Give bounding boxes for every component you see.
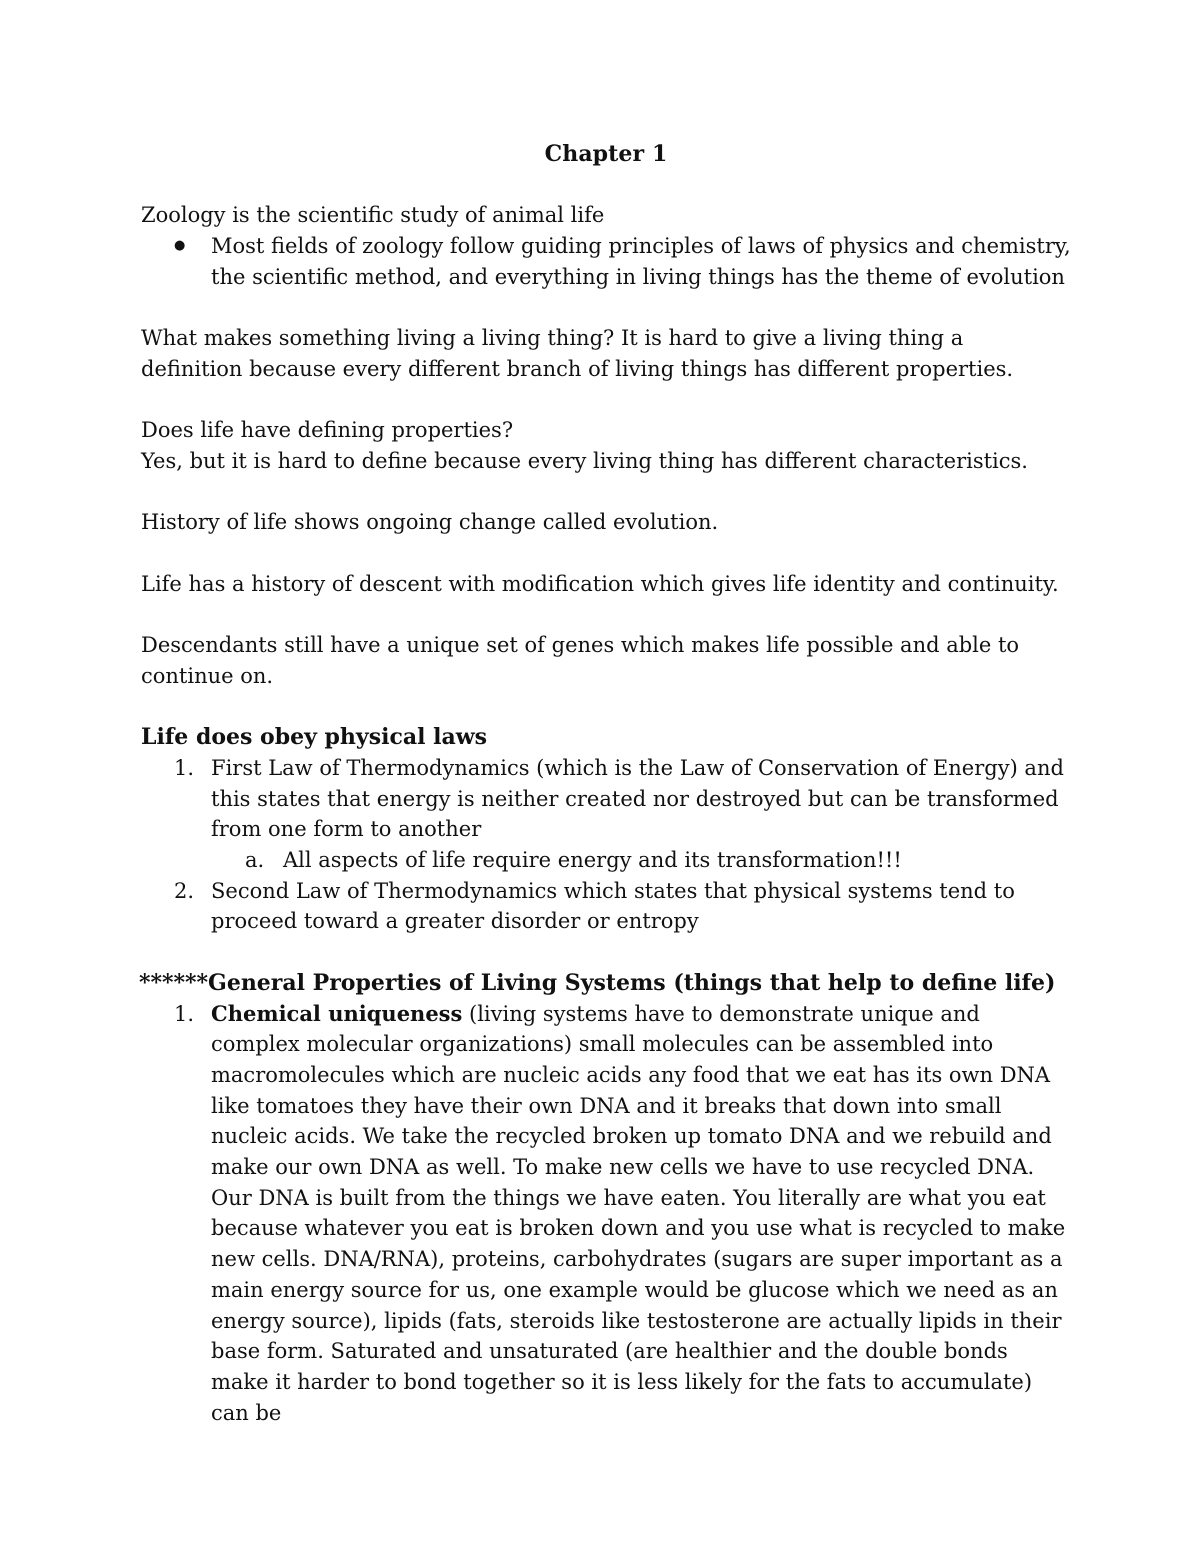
property-term: Chemical uniqueness xyxy=(211,1000,463,1026)
list-item xyxy=(141,753,1071,876)
sub-list-letter: a. xyxy=(245,848,265,873)
list-item xyxy=(141,231,1071,292)
section-heading-physical-laws: Life does obey physical laws xyxy=(141,724,488,751)
sub-list-item-text: All aspects of life require energy and its transformation!!! xyxy=(283,848,902,873)
list-number: 1. xyxy=(174,1001,195,1026)
paragraph: Descendants still have a unique set of genes which makes life possible and able to continue on. xyxy=(141,633,1020,688)
bullet-text: Most fields of zoology follow guiding principles of laws of physics and chemistry, the scientific method, and everything in living things has the theme of evolution xyxy=(211,234,1071,289)
property-description: (living systems have to demonstrate unique and complex molecular organizations) small molecules can be assembled into macromolecules which are nucleic acids any food that we eat has its own DNA like tomatoes they have their own DNA and it breaks that down into small nucleic acids. We take the recycled broken up tomato DNA and we rebuild and make our own DNA as well. To make new cells we have to use recycled DNA. Our DNA is built from the things we have eaten. You literally are what you eat because whatever you eat is broken down and you use what is recycled to make new cells. DNA/RNA), proteins, carbohydrates (sugars are super important as a main energy source for us, one example would be glucose which we need as an energy source), lipids (fats, steroids like testosterone are actually lipids in their base form. Saturated and unsaturated (are healthier and the double bonds make it harder to bond together so it is less likely for the fats to accumulate) can be xyxy=(211,1001,1066,1425)
paragraph: What makes something living a living thing? It is hard to give a living thing a definition because every different branch of living things has different properties. xyxy=(141,326,1014,381)
section-heading-general-properties xyxy=(141,968,1071,999)
list-number: 2. xyxy=(174,878,195,903)
list-item-text: First Law of Thermodynamics (which is the Law of Conservation of Energy) and this states that energy is neither created nor destroyed but can be transformed from one form to another xyxy=(211,755,1064,842)
intro-bullet-list xyxy=(141,231,1071,292)
physical-laws-list xyxy=(141,753,1071,937)
paragraph: History of life shows ongoing change called evolution. xyxy=(141,510,719,535)
page-title: Chapter 1 xyxy=(544,141,668,167)
section-heading-text: General Properties of Living Systems (things that help to define life) xyxy=(208,969,1056,996)
paragraph: Yes, but it is hard to define because every living thing has different characteristics. xyxy=(141,448,1028,473)
list-item xyxy=(141,876,1071,937)
list-item xyxy=(141,999,1071,1429)
list-number: 1. xyxy=(174,755,195,780)
asterisk-marker: ****** xyxy=(139,969,209,996)
sub-list-item xyxy=(211,845,1071,876)
sub-list xyxy=(211,845,1071,876)
document-page xyxy=(141,139,1071,1428)
general-properties-list xyxy=(141,999,1071,1429)
list-item-text: Second Law of Thermodynamics which states that physical systems tend to proceed toward a greater disorder or entropy xyxy=(211,878,1015,934)
intro-line: Zoology is the scientific study of animal life xyxy=(141,203,605,228)
bullet-icon: ● xyxy=(174,238,186,254)
paragraph: Life has a history of descent with modification which gives life identity and continuity. xyxy=(141,571,1059,596)
paragraph: Does life have defining properties? xyxy=(141,418,514,443)
